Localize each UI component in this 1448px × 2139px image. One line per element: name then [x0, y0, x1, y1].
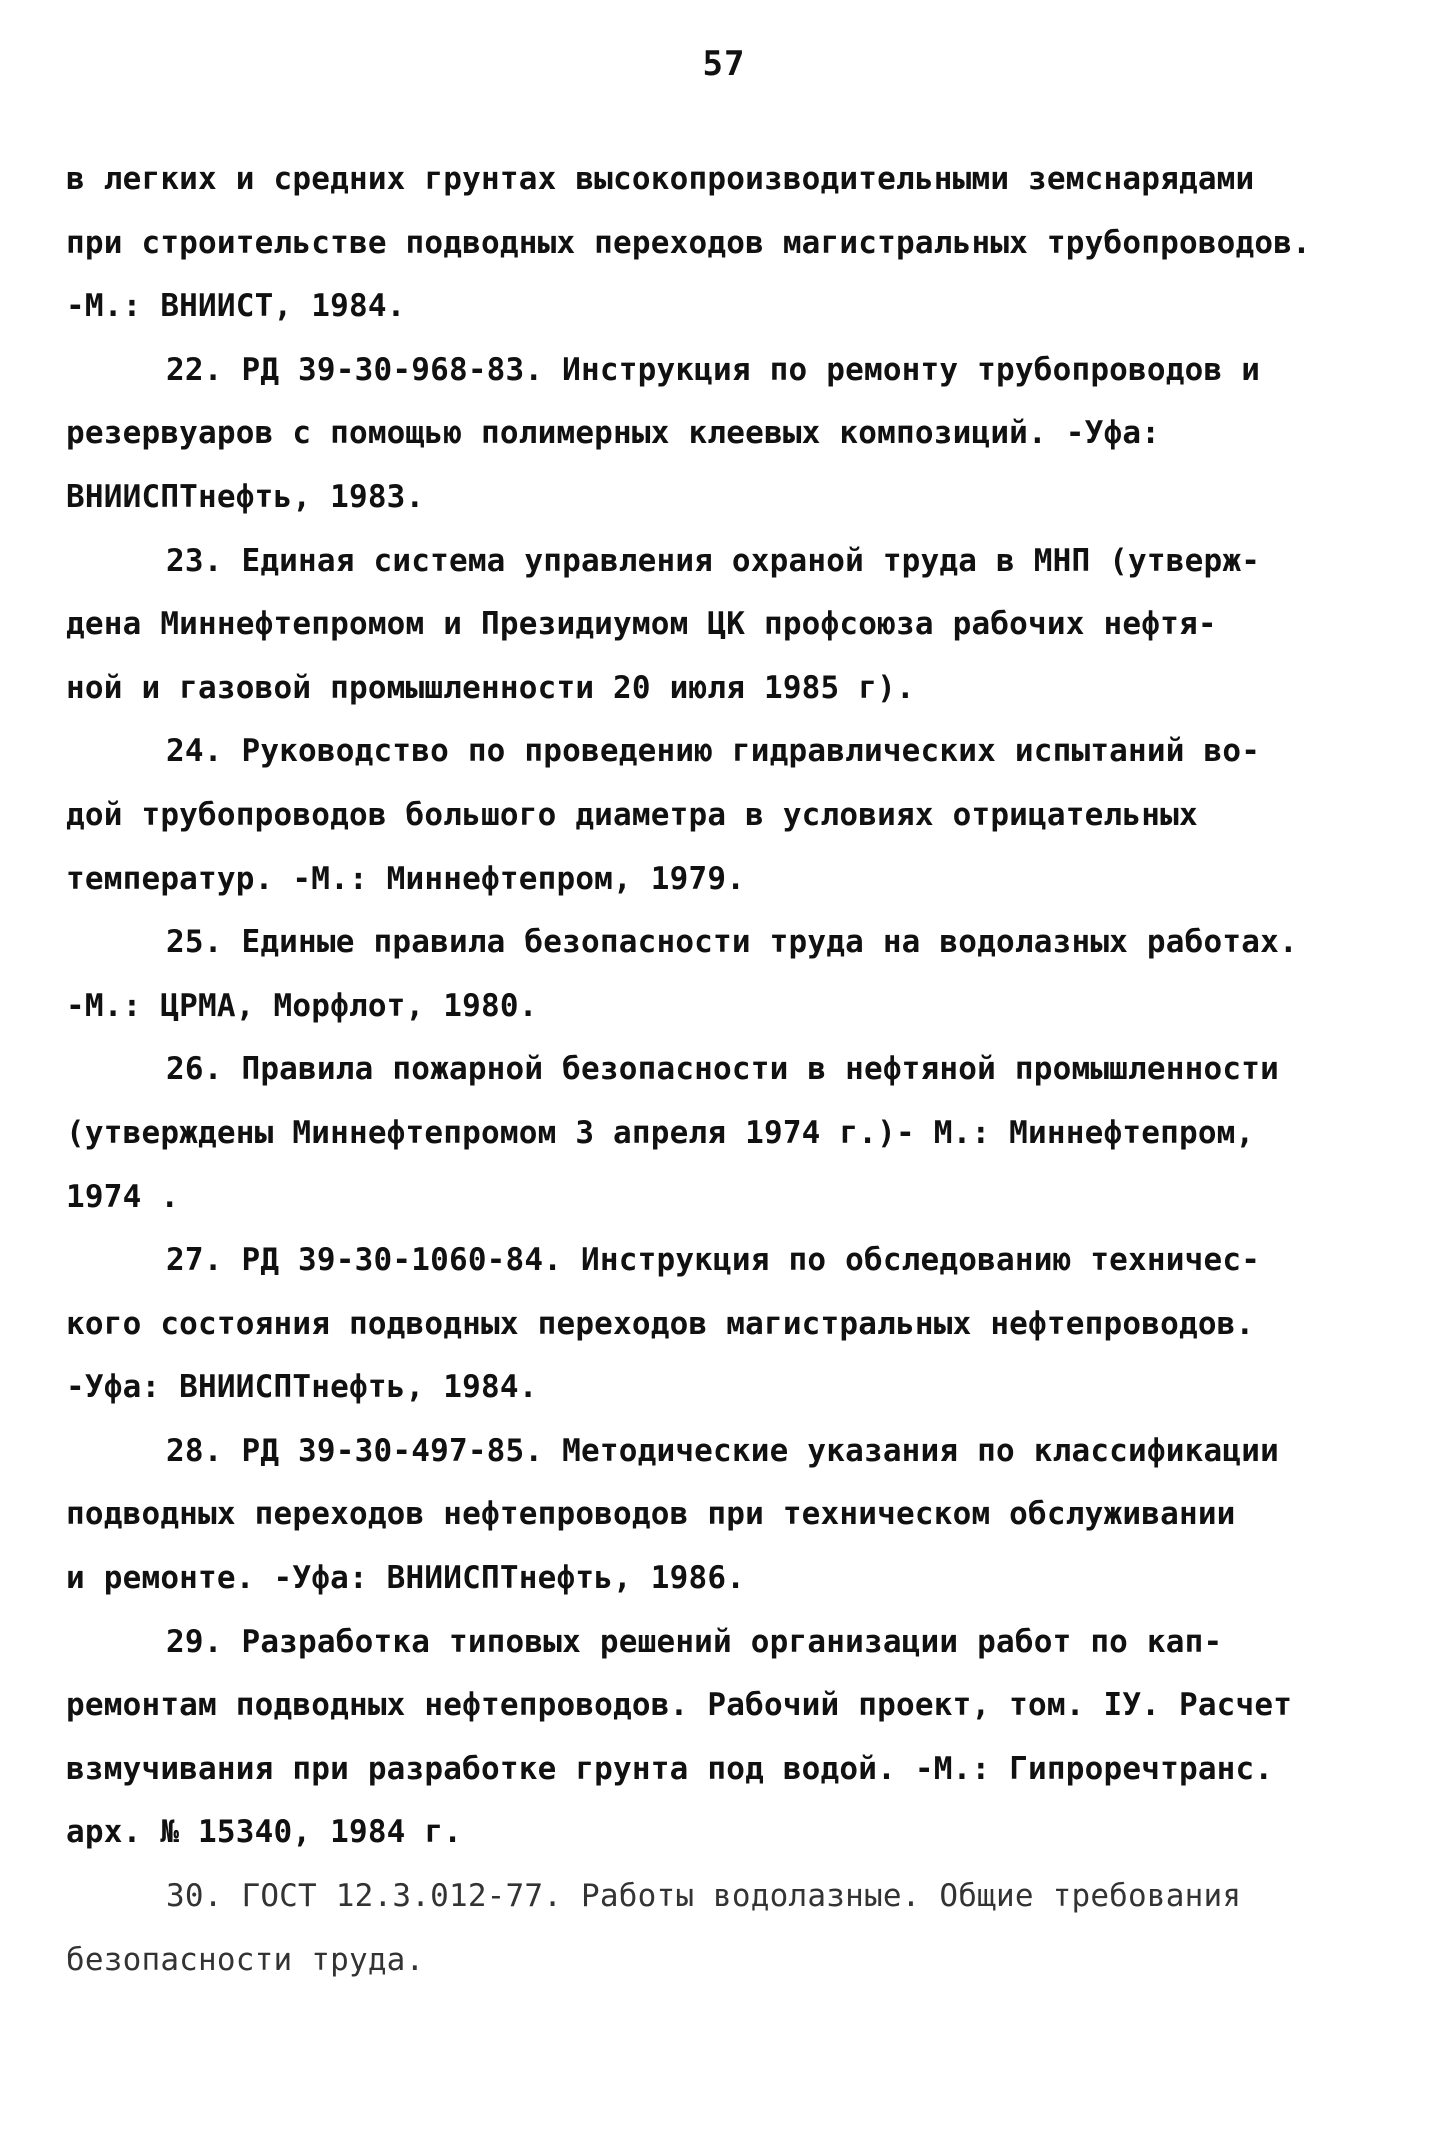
text-line: температур. -М.: Миннефтепром, 1979.: [66, 860, 746, 897]
text-line: -М.: ЦРМА, Морфлот, 1980.: [66, 987, 538, 1024]
reference-item-24: 24. Руководство по проведению гидравлических испытаний во-: [166, 733, 1261, 770]
text-line: дена Миннефтепромом и Президиумом ЦК профсоюза рабочих нефтя-: [66, 606, 1217, 643]
text-line: -Уфа: ВНИИСПТнефть, 1984.: [66, 1369, 538, 1406]
text-line: 1974 .: [66, 1178, 180, 1215]
text-line: безопасности труда.: [66, 1941, 425, 1978]
text-line: резервуаров с помощью полимерных клеевых композиций. -Уфа:: [66, 415, 1161, 452]
text-line: арх. № 15340, 1984 г.: [66, 1814, 463, 1851]
text-line: ной и газовой промышленности 20 июля 1985 г).: [66, 669, 915, 706]
text-line: ВНИИСПТнефть, 1983.: [66, 478, 425, 515]
text-line: при строительстве подводных переходов магистральных трубопроводов.: [66, 224, 1311, 261]
text-line: подводных переходов нефтепроводов при техническом обслуживании: [66, 1496, 1236, 1533]
text-line: в легких и средних грунтах высокопроизводительными земснарядами: [66, 161, 1255, 197]
text-line: -М.: ВНИИСТ, 1984.: [66, 288, 406, 325]
reference-item-27: 27. РД 39-30-1060-84. Инструкция по обследованию техничес-: [166, 1242, 1261, 1279]
text-line: и ремонте. -Уфа: ВНИИСПТнефть, 1986.: [66, 1560, 746, 1597]
text-line: (утверждены Миннефтепромом 3 апреля 1974 г.)- М.: Миннефтепром,: [66, 1114, 1255, 1151]
reference-item-26: 26. Правила пожарной безопасности в нефтяной промышленности: [166, 1051, 1279, 1088]
text-line: взмучивания при разработке грунта под водой. -М.: Гипроречтранс.: [66, 1750, 1274, 1787]
reference-item-23: 23. Единая система управления охраной труда в МНП (утверж-: [166, 542, 1261, 579]
text-line: ремонтам подводных нефтепроводов. Рабочий проект, том. IУ. Расчет: [66, 1687, 1293, 1724]
text-line: дой трубопроводов большого диаметра в условиях отрицательных: [66, 796, 1198, 833]
reference-item-25: 25. Единые правила безопасности труда на водолазных работах.: [166, 924, 1298, 961]
text-line: кого состояния подводных переходов магистральных нефтепроводов.: [66, 1305, 1255, 1342]
reference-item-22: 22. РД 39-30-968-83. Инструкция по ремонту трубопроводов и: [166, 351, 1261, 388]
page-number: 57: [702, 44, 746, 84]
reference-item-28: 28. РД 39-30-497-85. Методические указания по классификации: [166, 1432, 1279, 1469]
reference-item-30: 30. ГОСТ 12.3.012-77. Работы водолазные. Общие требования: [166, 1878, 1242, 1915]
reference-item-29: 29. Разработка типовых решений организации работ по кап-: [166, 1623, 1223, 1660]
reference-list: [66, 148, 1396, 1992]
